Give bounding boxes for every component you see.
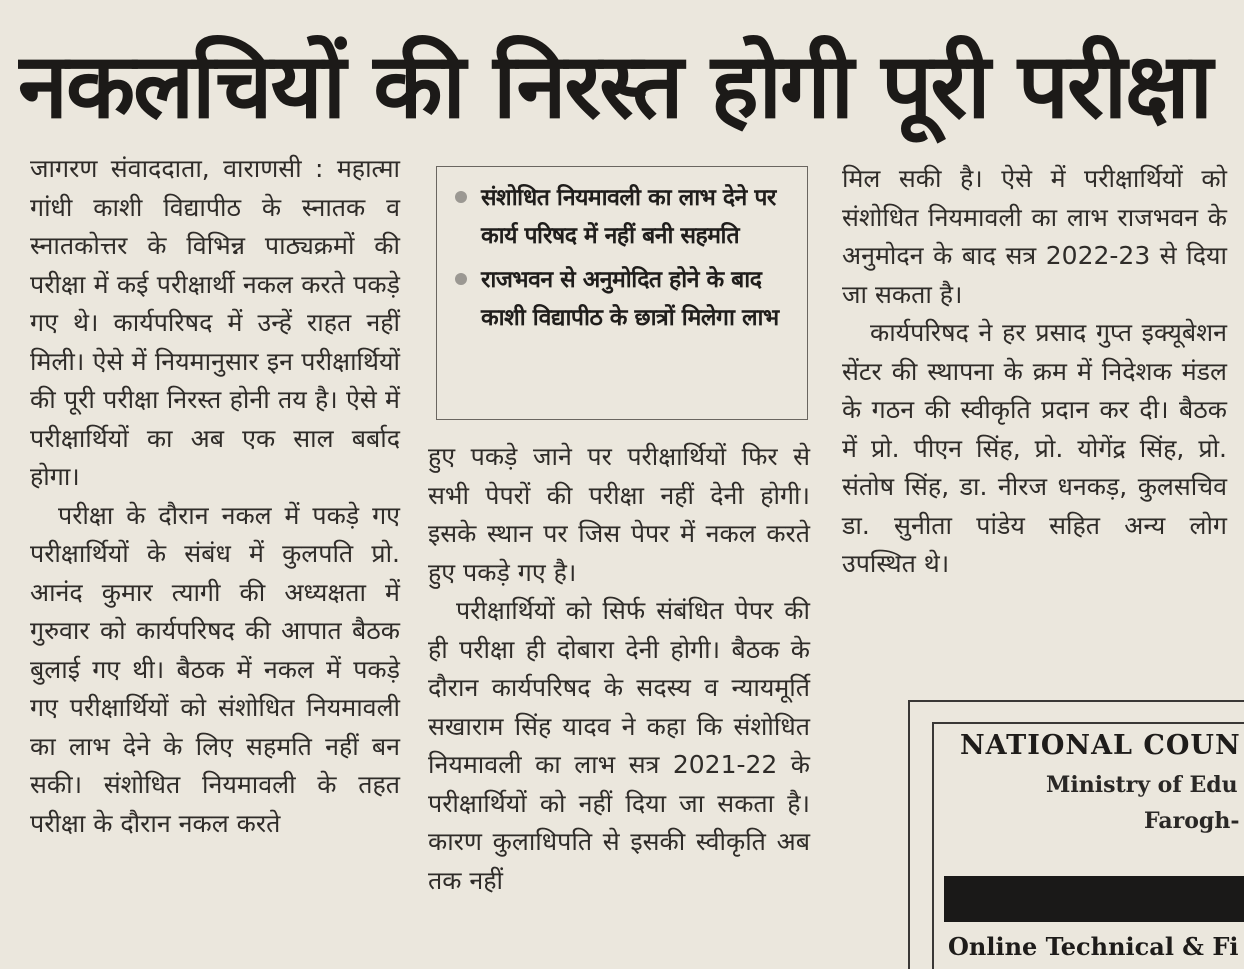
ad-job-title: Online Technical & Fi: [948, 932, 1239, 961]
highlight-text: संशोधित नियमावली का लाभ देने पर कार्य परिषद में नहीं बनी सहमति: [481, 185, 776, 249]
article-column-2: [428, 438, 810, 900]
highlights-box: [436, 166, 808, 420]
bullet-icon: [455, 191, 467, 203]
ad-ministry: Ministry of Edu: [1046, 772, 1238, 798]
paragraph: परीक्षार्थियों को सिर्फ संबंधित पेपर की ही परीक्षा ही दोबारा देनी होगी। बैठक के दौरान कार्यपरिषद के सदस्य व न्यायमूर्ति सखाराम सिंह यादव ने कहा कि संशोधित नियमावली का लाभ सत्र 2021-22 के परीक्षार्थियों को नहीं दिया जा सकता है। कारण कुलाधिपति से इसकी स्वीकृति अब तक नहीं: [428, 596, 810, 895]
advertisement: [908, 700, 1244, 969]
highlight-item: [451, 179, 795, 255]
article-column-1: [30, 150, 400, 843]
bullet-icon: [455, 273, 467, 285]
article-column-3: [842, 160, 1227, 584]
ad-address: Farogh-: [1144, 808, 1240, 834]
paragraph: जागरण संवाददाता, वाराणसी : महात्मा गांधी काशी विद्यापीठ के स्नातक व स्नातकोत्तर के विभिन्न पाठ्यक्रमों की परीक्षा में कई परीक्षार्थी नकल करते पकड़े गए थे। कार्यपरिषद में उन्हें राहत नहीं मिली। ऐसे में नियमानुसार इन परीक्षार्थियों की पूरी परीक्षा निरस्त होनी तय है। ऐसे में परीक्षार्थियों का अब एक साल बर्बाद होगा।: [30, 154, 400, 491]
ad-banner-bar: [944, 876, 1244, 922]
headline: नकलचियों की निरस्त होगी पूरी परीक्षा: [18, 34, 1211, 139]
highlight-text: राजभवन से अनुमोदित होने के बाद काशी विद्यापीठ के छात्रों मिलेगा लाभ: [481, 267, 779, 331]
paragraph: परीक्षा के दौरान नकल में पकड़े गए परीक्षार्थियों के संबंध में कुलपति प्रो. आनंद कुमार त्यागी की अध्यक्षता में गुरुवार को कार्यपरिषद की आपात बैठक बुलाई गए थी। बैठक में नकल में पकड़े गए परीक्षार्थियों को संशोधित नियमावली का लाभ देने के लिए सहमति नहीं बन सकी। संशोधित नियमावली के तहत परीक्षा के दौरान नकल करते: [30, 500, 400, 838]
paragraph: कार्यपरिषद ने हर प्रसाद गुप्त इक्यूबेशन सेंटर की स्थापना के क्रम में निदेशक मंडल के गठन की स्वीकृति प्रदान कर दी। बैठक में प्रो. पीएन सिंह, प्रो. योगेंद्र सिंह, प्रो. संतोष सिंह, डा. नीरज धनकड़, कुलसचिव डा. सुनीता पांडेय सहित अन्य लोग उपस्थित थे।: [842, 318, 1227, 578]
advertisement-inner-frame: [932, 722, 1244, 969]
ad-organization: NATIONAL COUN: [960, 730, 1241, 761]
highlight-item: [451, 261, 795, 337]
paragraph: मिल सकी है। ऐसे में परीक्षार्थियों को संशोधित नियमावली का लाभ राजभवन के अनुमोदन के बाद सत्र 2022-23 से दिया जा सकता है।: [842, 164, 1227, 309]
paragraph: हुए पकड़े जाने पर परीक्षार्थियों फिर से सभी पेपरों की परीक्षा नहीं देनी होगी। इसके स्थान पर जिस पेपर में नकल करते हुए पकड़े गए है।: [428, 442, 810, 587]
